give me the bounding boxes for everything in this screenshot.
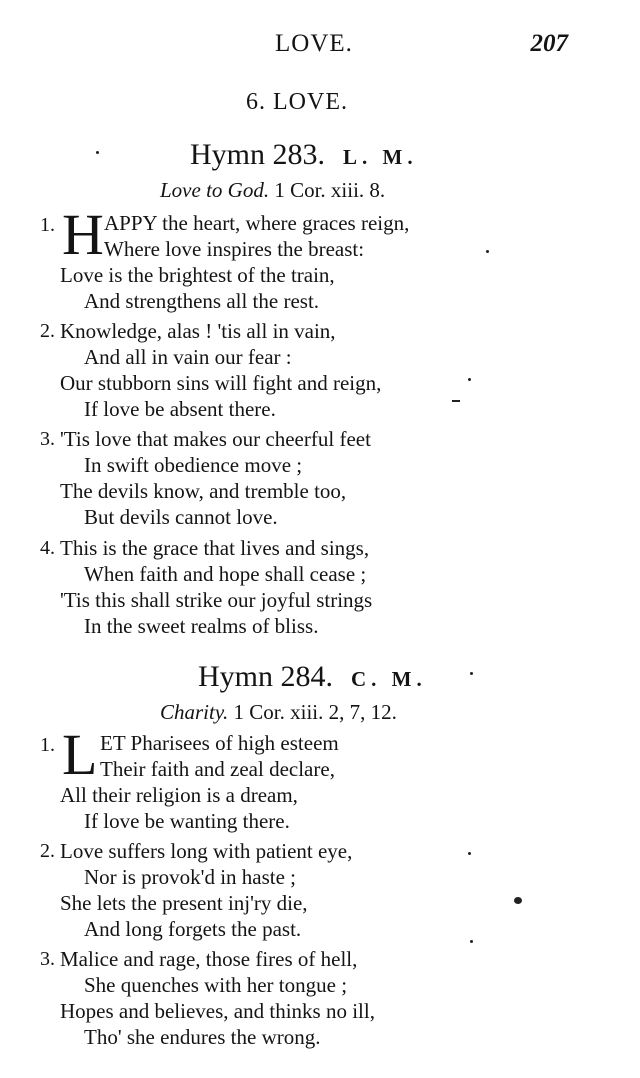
stanza-number: 1.	[40, 734, 55, 756]
verse-line: Nor is provok'd in haste ;	[84, 865, 297, 889]
drop-cap: L	[62, 722, 98, 787]
verse-line: Tho' she endures the wrong.	[84, 1025, 321, 1049]
stanza-number: 3.	[40, 948, 55, 970]
verse-line: Knowledge, alas ! 'tis all in vain,	[60, 319, 336, 343]
verse-line: When faith and hope shall cease ;	[84, 562, 367, 586]
verse-line: Our stubborn sins will fight and reign,	[60, 371, 382, 395]
subtitle-theme: Love to God.	[160, 178, 270, 202]
stanza-number: 2.	[40, 320, 55, 342]
verse-line: She quenches with her tongue ;	[84, 973, 348, 997]
subtitle-scripture-ref: 1 Cor. xiii. 2, 7, 12.	[233, 700, 397, 724]
hymn-283-subtitle	[160, 178, 385, 203]
scan-speck	[452, 400, 460, 402]
verse-line: If love be absent there.	[84, 397, 276, 421]
verse-line: APPY the heart, where graces reign,	[104, 211, 410, 235]
hymn-284-stanza-2	[40, 838, 620, 948]
hymn-284-title	[198, 660, 427, 694]
hymn-title-text: Hymn 283.	[190, 138, 325, 171]
verse-line: Love suffers long with patient eye,	[60, 839, 353, 863]
verse-line: In the sweet realms of bliss.	[84, 614, 319, 638]
verse-line: 'Tis this shall strike our joyful strings	[60, 588, 373, 612]
scan-speck	[468, 378, 471, 381]
section-title: 6. LOVE.	[246, 89, 348, 115]
hymn-283-title	[190, 138, 418, 172]
verse-line: She lets the present inj'ry die,	[60, 891, 308, 915]
verse-line: The devils know, and tremble too,	[60, 479, 347, 503]
verse-line: But devils cannot love.	[84, 505, 278, 529]
verse-line: ET Pharisees of high esteem	[100, 731, 339, 755]
verse-line: Their faith and zeal declare,	[100, 757, 335, 781]
hymn-283-stanza-3	[40, 426, 620, 536]
stanza-number: 4.	[40, 537, 55, 559]
hymn-283-stanza-2	[40, 318, 620, 428]
scan-speck	[470, 940, 473, 943]
hymn-283-stanza-1	[40, 202, 620, 320]
hymn-284-subtitle	[160, 700, 397, 725]
scan-speck	[470, 672, 473, 675]
hymn-284-stanza-1	[40, 722, 620, 840]
hymn-283-stanza-4	[40, 535, 620, 645]
verse-line: In swift obedience move ;	[84, 453, 303, 477]
hymn-meter: C. M.	[351, 667, 427, 691]
verse-line: All their religion is a dream,	[60, 783, 298, 807]
stanza-number: 3.	[40, 428, 55, 450]
scan-speck	[514, 897, 522, 904]
hymn-284-stanza-3	[40, 946, 620, 1056]
drop-cap: H	[62, 202, 104, 267]
stanza-number: 2.	[40, 840, 55, 862]
verse-line: 'Tis love that makes our cheerful feet	[60, 427, 371, 451]
verse-line: Malice and rage, those fires of hell,	[60, 947, 358, 971]
scan-speck	[96, 151, 99, 154]
hymn-title-text: Hymn 284.	[198, 660, 333, 693]
stanza-number: 1.	[40, 214, 55, 236]
verse-line: Hopes and believes, and thinks no ill,	[60, 999, 375, 1023]
verse-line: And strengthens all the rest.	[84, 289, 320, 313]
subtitle-theme: Charity.	[160, 700, 229, 724]
scan-speck	[468, 852, 471, 855]
verse-line: This is the grace that lives and sings,	[60, 536, 370, 560]
verse-line: If love be wanting there.	[84, 809, 290, 833]
running-title: LOVE.	[275, 30, 353, 57]
verse-line: Where love inspires the breast:	[104, 237, 365, 261]
verse-line: Love is the brightest of the train,	[60, 263, 335, 287]
verse-line: And all in vain our fear :	[84, 345, 292, 369]
hymn-meter: L. M.	[343, 145, 418, 169]
scan-speck	[486, 250, 489, 253]
verse-line: And long forgets the past.	[84, 917, 302, 941]
subtitle-scripture-ref: 1 Cor. xiii. 8.	[274, 178, 386, 202]
page-number: 207	[530, 30, 568, 57]
